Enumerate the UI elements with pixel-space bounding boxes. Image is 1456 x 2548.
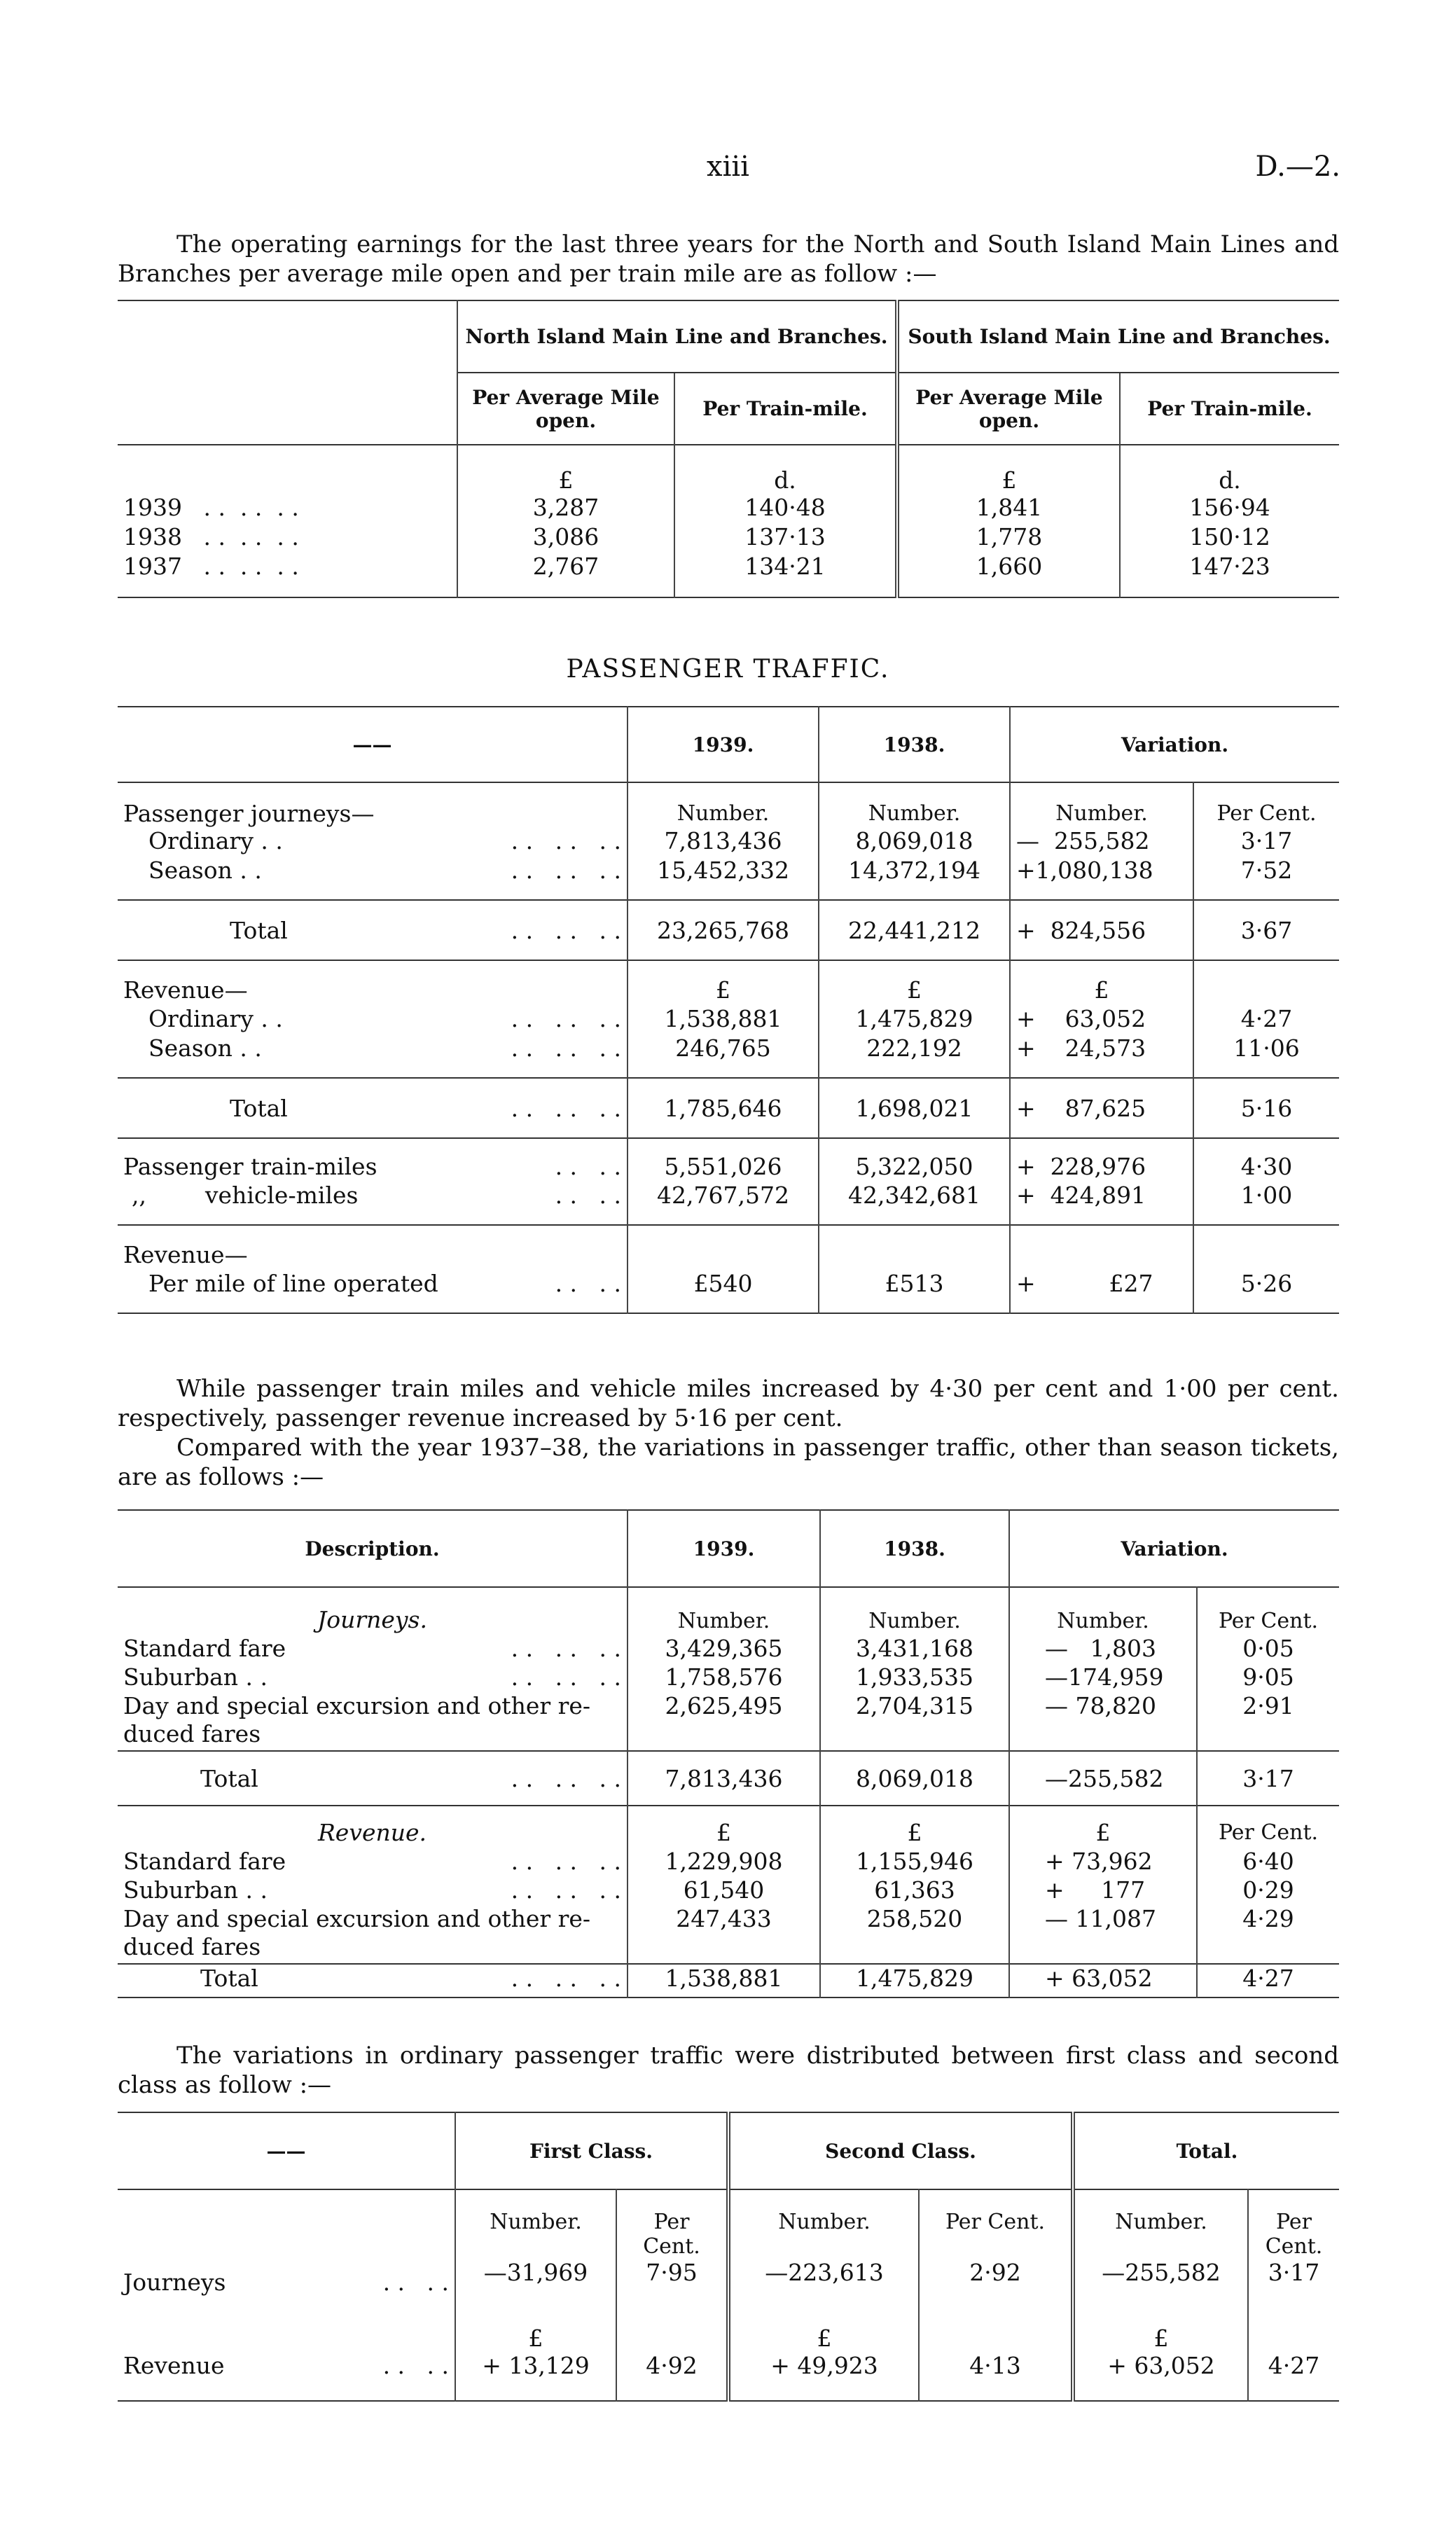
- row-year: 1937: [123, 553, 182, 580]
- leader-dots: . . . .: [555, 1270, 621, 1297]
- unit-percent: Per Cent.: [1197, 1587, 1339, 1635]
- passenger-traffic-title: PASSENGER TRAFFIC.: [566, 655, 890, 684]
- unit-number: Number.: [1010, 782, 1193, 827]
- cell-value: 5,551,026: [628, 1138, 819, 1182]
- cell-value: 2,625,495: [628, 1692, 820, 1751]
- intro-paragraph: [118, 230, 1339, 289]
- unit-pound: £: [897, 445, 1120, 494]
- year-1939-header: 1939.: [628, 707, 819, 782]
- leader-dots: . . . .: [555, 1153, 621, 1180]
- total-row: [118, 900, 1339, 960]
- class-distribution-paragraph: [118, 2041, 1339, 2100]
- leader-dots: . . . . . .: [511, 1005, 621, 1032]
- year-1938-header: 1938.: [819, 707, 1010, 782]
- south-island-header: South Island Main Line and Branches.: [897, 300, 1339, 373]
- cell-value: 4·30: [1193, 1138, 1339, 1182]
- unit-number: Number.: [728, 2189, 919, 2259]
- first-class-header: First Class.: [455, 2112, 728, 2189]
- cell-value: + 63,052: [1010, 1005, 1193, 1034]
- cell-value: 1,538,881: [628, 1005, 819, 1034]
- row-label: Day and special excursion and other re-duced fares: [123, 1905, 591, 1960]
- row-label: Season . .: [148, 1034, 262, 1062]
- unit-number: Number.: [628, 782, 819, 827]
- cell-value: + 824,556: [1010, 900, 1193, 960]
- ni-per-train-header: Per Train-mile.: [674, 373, 897, 445]
- table-row: [118, 523, 1339, 553]
- unit-pence: d.: [674, 445, 897, 494]
- unit-number: Number.: [819, 782, 1010, 827]
- cell-value: —223,613: [728, 2259, 919, 2296]
- cell-value: £513: [819, 1270, 1010, 1313]
- table-row: [118, 1270, 1339, 1313]
- unit-percent: Per Cent.: [616, 2189, 728, 2259]
- unit-pound: £: [728, 2296, 919, 2352]
- leader-dots: . . . . . .: [511, 1034, 621, 1062]
- cell-value: 150·12: [1120, 523, 1339, 553]
- row-year: 1939: [123, 494, 182, 521]
- table-row: [118, 1005, 1339, 1034]
- cell-value: 23,265,768: [628, 900, 819, 960]
- cell-value: 2,767: [457, 553, 674, 597]
- row-year: 1938: [123, 523, 182, 551]
- cell-value: +1,080,138: [1010, 857, 1193, 900]
- leader-dots: . . . . . .: [203, 553, 299, 580]
- unit-percent: Per Cent.: [919, 2189, 1073, 2259]
- table-row: [118, 1692, 1339, 1751]
- cell-value: 4·27: [1193, 1005, 1339, 1034]
- unit-pound: £: [455, 2296, 616, 2352]
- cell-value: 42,767,572: [628, 1182, 819, 1225]
- unit-number: Number.: [628, 1587, 820, 1635]
- table-row: [118, 857, 1339, 900]
- ni-per-mile-header: Per Average Mile open.: [457, 373, 674, 445]
- cell-value: 3·17: [1197, 1751, 1339, 1806]
- cell-value: + 177: [1009, 1876, 1197, 1905]
- unit-pound: £: [1073, 2296, 1248, 2352]
- row-label: Revenue: [123, 2352, 225, 2379]
- si-per-mile-header: Per Average Mile open.: [897, 373, 1120, 445]
- cell-value: 8,069,018: [820, 1751, 1009, 1806]
- cell-value: + 73,962: [1009, 1848, 1197, 1876]
- cell-value: 7,813,436: [628, 1751, 820, 1806]
- cell-value: 222,192: [819, 1034, 1010, 1078]
- cell-value: 7,813,436: [628, 827, 819, 857]
- leader-dots: . . . . . .: [203, 494, 299, 521]
- cell-value: 1,758,576: [628, 1663, 820, 1692]
- unit-number: Number.: [1073, 2189, 1248, 2259]
- revenue-heading: Revenue.: [317, 1819, 427, 1846]
- cell-value: 3,431,168: [820, 1635, 1009, 1663]
- cell-value: 1,155,946: [820, 1848, 1009, 1876]
- total-row: [118, 1078, 1339, 1138]
- cell-value: + 63,052: [1073, 2352, 1248, 2401]
- row-label: Standard fare: [123, 1635, 286, 1662]
- cell-value: 4·13: [919, 2352, 1073, 2401]
- leader-dots: . . . . . .: [511, 1635, 621, 1662]
- table-row: [118, 494, 1339, 523]
- cell-value: 11·06: [1193, 1034, 1339, 1078]
- table-row: [118, 1663, 1339, 1692]
- leader-dots: . . . .: [382, 2352, 449, 2379]
- unit-pound: £: [628, 1806, 820, 1848]
- cell-value: 4·29: [1197, 1905, 1339, 1964]
- cell-value: 6·40: [1197, 1848, 1339, 1876]
- cell-value: £540: [628, 1270, 819, 1313]
- cell-value: 61,363: [820, 1876, 1009, 1905]
- row-label: Total: [230, 916, 288, 944]
- unit-number: Number.: [820, 1587, 1009, 1635]
- passenger-traffic-table: [118, 706, 1339, 1314]
- row-label: Ordinary . .: [148, 1005, 283, 1032]
- cell-value: 3·17: [1193, 827, 1339, 857]
- year-1938-header: 1938.: [820, 1510, 1009, 1587]
- si-per-train-header: Per Train-mile.: [1120, 373, 1339, 445]
- cell-value: + 228,976: [1010, 1138, 1193, 1182]
- cell-value: + £27: [1010, 1270, 1193, 1313]
- leader-dots: . . . . . .: [511, 1094, 621, 1122]
- total-row: [118, 1751, 1339, 1806]
- cell-value: 4·92: [616, 2352, 728, 2401]
- table-row: [118, 1635, 1339, 1663]
- cell-value: —31,969: [455, 2259, 616, 2296]
- cell-value: 147·23: [1120, 553, 1339, 597]
- cell-value: 1,475,829: [819, 1005, 1010, 1034]
- row-label: Total: [200, 1764, 258, 1792]
- class-distribution-text: The variations in ordinary passenger traffic were distributed between first class and second class as follow :—: [118, 2042, 1339, 2099]
- second-class-header: Second Class.: [728, 2112, 1073, 2189]
- row-label: Ordinary . .: [148, 827, 283, 854]
- unit-pound: £: [819, 960, 1010, 1005]
- cell-value: 0·05: [1197, 1635, 1339, 1663]
- cell-value: + 24,573: [1010, 1034, 1193, 1078]
- row-label: Passenger train-miles: [123, 1153, 377, 1180]
- table-row: [118, 1876, 1339, 1905]
- leader-dots: . . . . . .: [511, 916, 621, 944]
- commentary-line-2: Compared with the year 1937–38, the variations in passenger traffic, other than season tickets, are as follows :—: [118, 1434, 1339, 1491]
- row-label: Standard fare: [123, 1848, 286, 1875]
- cell-value: 3·17: [1248, 2259, 1339, 2296]
- section-label: Revenue—: [123, 1241, 248, 1268]
- cell-value: 9·05: [1197, 1663, 1339, 1692]
- cell-value: 22,441,212: [819, 900, 1010, 960]
- unit-percent: Per Cent.: [1248, 2189, 1339, 2259]
- leader-dots: . . . . . .: [511, 1848, 621, 1875]
- leader-dots: . . . .: [555, 1182, 621, 1209]
- variation-header: Variation.: [1010, 707, 1339, 782]
- cell-value: —174,959: [1009, 1663, 1197, 1692]
- intro-text: The operating earnings for the last three years for the North and South Island Main Lines and Branches per average mile open and per train mile are as follow :—: [118, 230, 1339, 288]
- row-label: Suburban . .: [123, 1663, 268, 1691]
- journeys-heading: Journeys.: [317, 1606, 427, 1633]
- unit-percent: Per Cent.: [1193, 782, 1339, 827]
- unit-pound: £: [1009, 1806, 1197, 1848]
- cell-value: + 87,625: [1010, 1078, 1193, 1138]
- row-label: ,, vehicle-miles: [132, 1182, 359, 1209]
- cell-value: 1,698,021: [819, 1078, 1010, 1138]
- row-label: Per mile of line operated: [148, 1270, 438, 1297]
- section-label: Passenger journeys—: [123, 800, 375, 827]
- cell-value: 246,765: [628, 1034, 819, 1078]
- cell-value: — 78,820: [1009, 1692, 1197, 1751]
- cell-value: 4·27: [1248, 2352, 1339, 2401]
- unit-number: Number.: [1009, 1587, 1197, 1635]
- unit-pound: £: [457, 445, 674, 494]
- cell-value: 1,785,646: [628, 1078, 819, 1138]
- table-row: [118, 1905, 1339, 1964]
- cell-value: 3·67: [1193, 900, 1339, 960]
- north-island-header: North Island Main Line and Branches.: [457, 300, 897, 373]
- table-row: [118, 2352, 1339, 2401]
- unit-pence: d.: [1120, 445, 1339, 494]
- cell-value: 1,933,535: [820, 1663, 1009, 1692]
- class-table: [118, 2112, 1339, 2402]
- document-reference: D.—2.: [1255, 151, 1340, 183]
- unit-pound: £: [820, 1806, 1009, 1848]
- cell-value: — 255,582: [1010, 827, 1193, 857]
- cell-value: 8,069,018: [819, 827, 1010, 857]
- earnings-table: [118, 300, 1339, 598]
- leader-dots: . . . . . .: [511, 827, 621, 854]
- cell-value: 247,433: [628, 1905, 820, 1964]
- total-header: Total.: [1073, 2112, 1339, 2189]
- cell-value: 61,540: [628, 1876, 820, 1905]
- cell-value: 5,322,050: [819, 1138, 1010, 1182]
- cell-value: 3,287: [457, 494, 674, 523]
- cell-value: 4·27: [1197, 1964, 1339, 1997]
- cell-value: 134·21: [674, 553, 897, 597]
- table-row: [118, 1034, 1339, 1078]
- cell-value: 140·48: [674, 494, 897, 523]
- cell-value: — 11,087: [1009, 1905, 1197, 1964]
- cell-value: — 1,803: [1009, 1635, 1197, 1663]
- unit-pound: £: [1010, 960, 1193, 1005]
- cell-value: 15,452,332: [628, 857, 819, 900]
- cell-value: 156·94: [1120, 494, 1339, 523]
- row-label: Day and special excursion and other re-duced fares: [123, 1692, 591, 1747]
- cell-value: 1,475,829: [820, 1964, 1009, 1997]
- cell-value: 1,841: [897, 494, 1120, 523]
- table-row: [118, 1182, 1339, 1225]
- table-row: [118, 2259, 1339, 2296]
- cell-value: 1,660: [897, 553, 1120, 597]
- cell-value: + 13,129: [455, 2352, 616, 2401]
- cell-value: 7·52: [1193, 857, 1339, 900]
- variations-table: [118, 1509, 1339, 1998]
- cell-value: 1·00: [1193, 1182, 1339, 1225]
- leader-dots: . . . . . .: [511, 1663, 621, 1691]
- leader-dots: . . . . . .: [203, 523, 299, 551]
- cell-value: 1,229,908: [628, 1848, 820, 1876]
- cell-value: 137·13: [674, 523, 897, 553]
- unit-percent: Per Cent.: [1197, 1806, 1339, 1848]
- row-label: Total: [230, 1094, 288, 1122]
- cell-value: 2·91: [1197, 1692, 1339, 1751]
- row-label: Journeys: [123, 2269, 226, 2296]
- year-1939-header: 1939.: [628, 1510, 820, 1587]
- cell-value: —255,582: [1009, 1751, 1197, 1806]
- commentary-line-1: While passenger train miles and vehicle miles increased by 4·30 per cent and 1·00 per cent. respectively, passenger revenue increased by 5·16 per cent.: [118, 1375, 1339, 1432]
- unit-pound: £: [628, 960, 819, 1005]
- total-row: [118, 1964, 1339, 1997]
- table-row: [118, 1848, 1339, 1876]
- row-label: Season . .: [148, 857, 262, 884]
- leader-dots: . . . .: [382, 2269, 449, 2296]
- cell-value: 5·16: [1193, 1078, 1339, 1138]
- leader-dots: . . . . . .: [511, 1965, 621, 1992]
- cell-value: 14,372,194: [819, 857, 1010, 900]
- cell-value: + 424,891: [1010, 1182, 1193, 1225]
- cell-value: 3,429,365: [628, 1635, 820, 1663]
- cell-value: 3,086: [457, 523, 674, 553]
- table-row: [118, 553, 1339, 597]
- leader-dots: . . . . . .: [511, 1764, 621, 1792]
- page-number: xiii: [707, 151, 749, 183]
- variation-header: Variation.: [1009, 1510, 1339, 1587]
- passenger-commentary: [118, 1374, 1339, 1492]
- cell-value: 7·95: [616, 2259, 728, 2296]
- cell-value: + 49,923: [728, 2352, 919, 2401]
- cell-value: 1,538,881: [628, 1964, 820, 1997]
- cell-value: 2·92: [919, 2259, 1073, 2296]
- description-header: Description.: [305, 1537, 440, 1560]
- unit-number: Number.: [455, 2189, 616, 2259]
- leader-dots: . . . . . .: [511, 857, 621, 884]
- cell-value: —255,582: [1073, 2259, 1248, 2296]
- cell-value: 0·29: [1197, 1876, 1339, 1905]
- cell-value: 1,778: [897, 523, 1120, 553]
- section-label: Revenue—: [123, 976, 248, 1004]
- table-row: [118, 827, 1339, 857]
- cell-value: + 63,052: [1009, 1964, 1197, 1997]
- dash-header: ——: [352, 733, 392, 756]
- cell-value: 5·26: [1193, 1270, 1339, 1313]
- cell-value: 258,520: [820, 1905, 1009, 1964]
- leader-dots: . . . . . .: [511, 1876, 621, 1904]
- row-label: Total: [200, 1965, 258, 1992]
- cell-value: 2,704,315: [820, 1692, 1009, 1751]
- row-label: Suburban . .: [123, 1876, 268, 1904]
- table-row: [118, 1138, 1339, 1182]
- dash-header: ——: [266, 2139, 306, 2163]
- cell-value: 42,342,681: [819, 1182, 1010, 1225]
